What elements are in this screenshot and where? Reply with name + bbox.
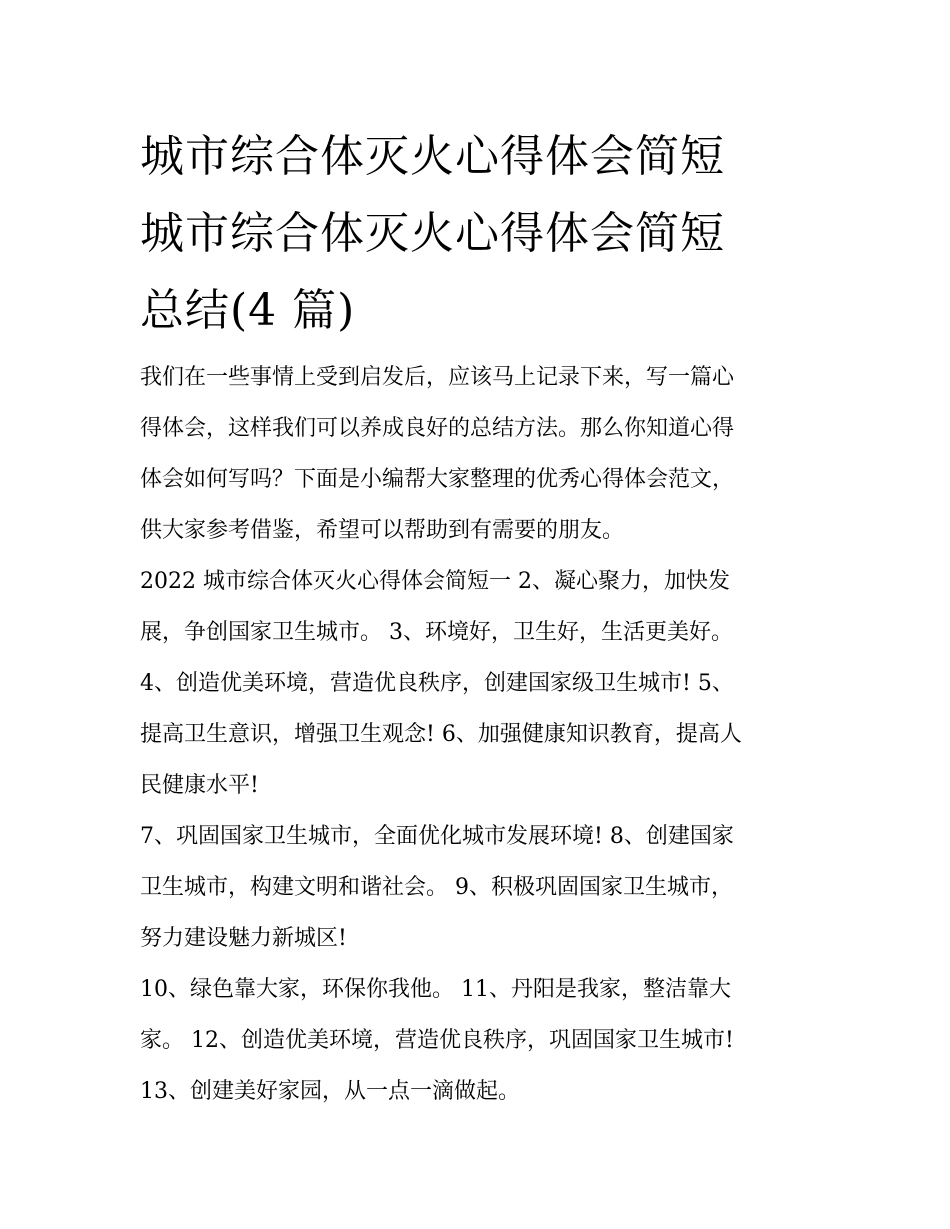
text-line: 展，争创国家卫生城市。 3、环境好，卫生好，生活更美好。 [140,620,733,645]
text-line: 民健康水平! [140,773,259,798]
text-line: 7、巩固国家卫生城市，全面优化城市发展环境! 8、创建国家 [140,824,734,849]
text-line: 2022 城市综合体灭火心得体会简短一 2、凝心聚力，加快发 [140,569,730,594]
text-line: 得体会，这样我们可以养成良好的总结方法。那么你知道心得 [140,416,735,441]
text-line: 4、创造优美环境，营造优良秩序，创建国家级卫生城市! 5、 [140,671,734,696]
title-line: 城市综合体灭火心得体会简短 [140,131,725,182]
text-line: 家。 12、创造优美环境，营造优良秩序，巩固国家卫生城市! [140,1028,734,1053]
text-line: 10、绿色靠大家，环保你我他。 11、丹阳是我家，整洁靠大 [140,977,731,1002]
body-paragraph [140,556,820,811]
title-line: 城市综合体灭火心得体会简短 [140,208,725,259]
intro-paragraph [140,352,820,556]
text-line: 提高卫生意识，增强卫生观念! 6、加强健康知识教育，提高人 [140,722,742,747]
text-line: 13、创建美好家园，从一点一滴做起。 [140,1079,520,1104]
document-title [140,118,820,349]
text-line: 卫生城市，构建文明和谐社会。 9、积极巩固国家卫生城市， [140,875,733,900]
text-line: 努力建设魅力新城区! [140,926,347,951]
text-line: 体会如何写吗？下面是小编帮大家整理的优秀心得体会范文， [140,467,735,492]
text-line: 我们在一些事情上受到启发后，应该马上记录下来，写一篇心 [140,365,735,390]
text-line: 供大家参考借鉴，希望可以帮助到有需要的朋友。 [140,518,625,543]
document-body [140,352,820,1117]
title-line: 总结(4 篇) [140,285,356,336]
body-paragraph [140,811,820,964]
body-paragraph [140,964,820,1117]
